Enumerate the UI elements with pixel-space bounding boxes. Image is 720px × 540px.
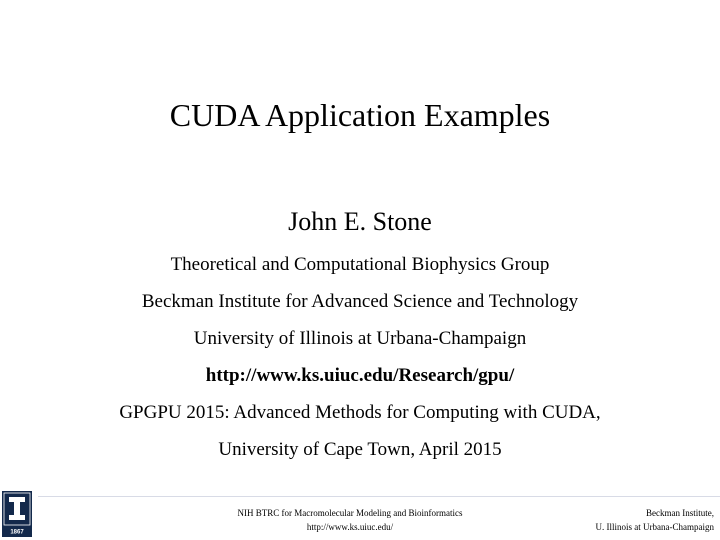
author-name: John E. Stone [288, 207, 432, 236]
affiliation-group: Theoretical and Computational Biophysics Group [170, 254, 550, 275]
event-line-2: University of Cape Town, April 2015 [218, 439, 502, 460]
affiliation-institute: Beckman Institute for Advanced Science and Technology [141, 291, 579, 312]
footer-right-line1: Beckman Institute, [646, 508, 714, 518]
affiliation-university: University of Illinois at Urbana-Champaign [193, 328, 527, 349]
footer-center-text [200, 506, 500, 534]
footer-center-line1: NIH BTRC for Macromolecular Modeling and Bioinformatics [237, 508, 463, 518]
footer-right-line2: U. Illinois at Urbana-Champaign [595, 522, 714, 532]
event-line-1: GPGPU 2015: Advanced Methods for Computing with CUDA, [119, 402, 601, 423]
svg-text:1867: 1867 [10, 529, 24, 536]
footer-right-text [560, 506, 714, 534]
university-logo-icon [2, 491, 32, 537]
research-url: http://www.ks.uiuc.edu/Research/gpu/ [205, 365, 515, 386]
footer-center-line2: http://www.ks.uiuc.edu/ [306, 522, 394, 532]
slide-title: CUDA Application Examples [169, 97, 551, 133]
footer-divider [38, 496, 720, 497]
